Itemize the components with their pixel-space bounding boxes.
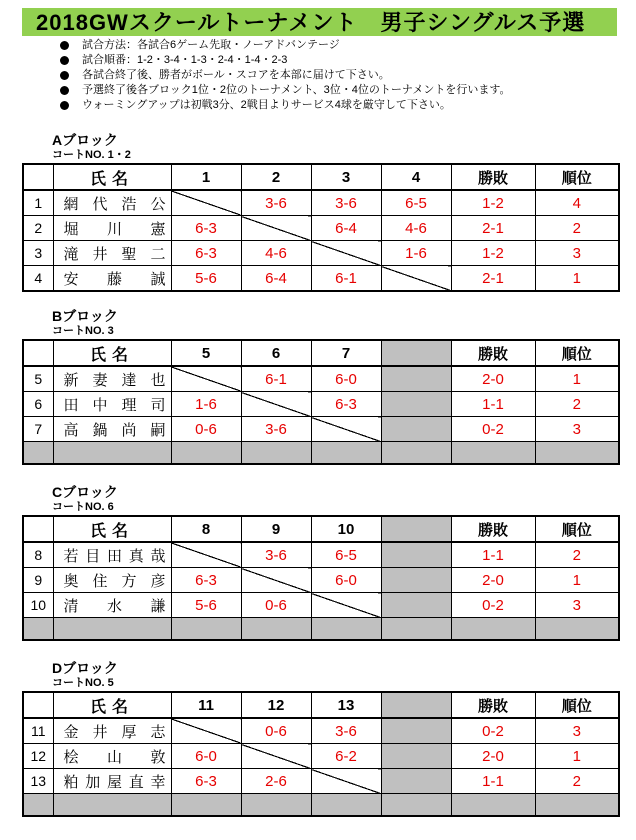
rank-cell: 3 xyxy=(535,593,619,618)
header-row xyxy=(23,340,619,366)
header-rank: 順位 xyxy=(535,340,619,366)
header-win-loss: 勝敗 xyxy=(451,516,535,542)
score-cell: 6-4 xyxy=(241,266,311,292)
player-number: 2 xyxy=(23,216,53,241)
empty-cell xyxy=(381,593,451,618)
score-cell: 4-6 xyxy=(241,241,311,266)
filler-cell xyxy=(311,794,381,817)
header-win-loss: 勝敗 xyxy=(451,692,535,718)
player-number: 1 xyxy=(23,190,53,216)
player-name: 高鍋尚嗣 xyxy=(53,417,171,442)
player-name: 清水謙 xyxy=(53,593,171,618)
filler-row xyxy=(23,442,619,465)
header-opponent: 3 xyxy=(311,164,381,190)
player-number: 4 xyxy=(23,266,53,292)
player-number: 10 xyxy=(23,593,53,618)
filler-row xyxy=(23,794,619,817)
self-match-cell xyxy=(311,769,381,794)
filler-cell xyxy=(23,618,53,641)
header-no-cell xyxy=(23,692,53,718)
win-loss-cell: 2-1 xyxy=(451,216,535,241)
rule-item: ウォーミングアップは初戦3分、2戦目よりサービス4球を厳守して下さい。 xyxy=(58,98,511,113)
score-cell: 6-0 xyxy=(171,744,241,769)
win-loss-cell: 1-2 xyxy=(451,241,535,266)
player-number: 5 xyxy=(23,366,53,392)
player-number: 8 xyxy=(23,542,53,568)
empty-cell xyxy=(381,568,451,593)
player-name: 網代浩公 xyxy=(53,190,171,216)
rank-cell: 1 xyxy=(535,744,619,769)
header-opponent: 7 xyxy=(311,340,381,366)
player-name: 金井厚志 xyxy=(53,718,171,744)
player-name: 粕加屋直幸 xyxy=(53,769,171,794)
header-opponent: 11 xyxy=(171,692,241,718)
rank-cell: 1 xyxy=(535,568,619,593)
header-no-cell xyxy=(23,516,53,542)
score-cell: 5-6 xyxy=(171,593,241,618)
table-row xyxy=(23,417,619,442)
header-opponent: 5 xyxy=(171,340,241,366)
self-match-cell xyxy=(241,392,311,417)
rule-item: 試合順番：1-2・3-4・1-3・2-4・1-4・2-3 xyxy=(58,53,511,68)
header-name: 氏名 xyxy=(53,164,171,190)
filler-cell xyxy=(171,794,241,817)
filler-cell xyxy=(311,618,381,641)
self-match-cell xyxy=(311,417,381,442)
header-win-loss: 勝敗 xyxy=(451,340,535,366)
empty-cell xyxy=(381,417,451,442)
score-cell: 3-6 xyxy=(241,417,311,442)
header-row xyxy=(23,164,619,190)
header-row xyxy=(23,516,619,542)
filler-cell xyxy=(23,442,53,465)
filler-cell xyxy=(23,794,53,817)
filler-cell xyxy=(381,618,451,641)
rule-item: 試合方法：各試合6ゲーム先取・ノーアドバンテージ xyxy=(58,38,511,53)
score-cell: 6-2 xyxy=(311,744,381,769)
table-row xyxy=(23,568,619,593)
filler-cell xyxy=(311,442,381,465)
win-loss-cell: 0-2 xyxy=(451,718,535,744)
player-number: 9 xyxy=(23,568,53,593)
header-empty-cell xyxy=(381,516,451,542)
score-cell: 6-3 xyxy=(171,241,241,266)
win-loss-cell: 0-2 xyxy=(451,593,535,618)
rank-cell: 2 xyxy=(535,769,619,794)
header-opponent: 8 xyxy=(171,516,241,542)
score-cell: 1-6 xyxy=(381,241,451,266)
player-number: 3 xyxy=(23,241,53,266)
score-cell: 6-1 xyxy=(241,366,311,392)
block-table xyxy=(22,691,620,817)
score-cell: 6-3 xyxy=(171,769,241,794)
filler-cell xyxy=(53,442,171,465)
score-cell: 3-6 xyxy=(241,542,311,568)
rules-list xyxy=(58,38,511,113)
table-row xyxy=(23,241,619,266)
score-cell: 6-1 xyxy=(311,266,381,292)
filler-cell xyxy=(451,442,535,465)
filler-cell xyxy=(241,618,311,641)
header-rank: 順位 xyxy=(535,516,619,542)
score-cell: 2-6 xyxy=(241,769,311,794)
block-table xyxy=(22,339,620,465)
win-loss-cell: 2-1 xyxy=(451,266,535,292)
win-loss-cell: 1-1 xyxy=(451,392,535,417)
header-rank: 順位 xyxy=(535,164,619,190)
rule-item: 各試合終了後、勝者がボール・スコアを本部に届けて下さい。 xyxy=(58,68,511,83)
table-row xyxy=(23,718,619,744)
filler-cell xyxy=(53,618,171,641)
score-cell: 6-5 xyxy=(311,542,381,568)
score-cell: 6-0 xyxy=(311,568,381,593)
player-name: 安藤誠 xyxy=(53,266,171,292)
player-number: 11 xyxy=(23,718,53,744)
header-name: 氏名 xyxy=(53,340,171,366)
score-cell: 6-0 xyxy=(311,366,381,392)
score-cell: 0-6 xyxy=(241,593,311,618)
score-cell: 6-3 xyxy=(311,392,381,417)
rank-cell: 4 xyxy=(535,190,619,216)
score-cell: 1-6 xyxy=(171,392,241,417)
court-label: コートNO. 1・2 xyxy=(52,149,131,161)
filler-cell xyxy=(171,442,241,465)
rank-cell: 2 xyxy=(535,216,619,241)
self-match-cell xyxy=(311,241,381,266)
self-match-cell xyxy=(171,718,241,744)
header-no-cell xyxy=(23,340,53,366)
court-label: コートNO. 5 xyxy=(52,677,114,689)
win-loss-cell: 2-0 xyxy=(451,568,535,593)
table-row xyxy=(23,190,619,216)
filler-cell xyxy=(535,442,619,465)
self-match-cell xyxy=(171,190,241,216)
block-table xyxy=(22,163,620,292)
score-cell: 3-6 xyxy=(241,190,311,216)
table-row xyxy=(23,593,619,618)
win-loss-cell: 1-2 xyxy=(451,190,535,216)
header-empty-cell xyxy=(381,692,451,718)
player-number: 7 xyxy=(23,417,53,442)
block-table xyxy=(22,515,620,641)
block-title: Aブロック xyxy=(52,132,118,148)
rank-cell: 2 xyxy=(535,392,619,417)
table-row xyxy=(23,266,619,292)
player-number: 12 xyxy=(23,744,53,769)
rank-cell: 2 xyxy=(535,542,619,568)
win-loss-cell: 1-1 xyxy=(451,769,535,794)
header-name: 氏名 xyxy=(53,516,171,542)
empty-cell xyxy=(381,392,451,417)
score-cell: 3-6 xyxy=(311,718,381,744)
rank-cell: 3 xyxy=(535,241,619,266)
filler-cell xyxy=(241,442,311,465)
table-row xyxy=(23,542,619,568)
player-number: 6 xyxy=(23,392,53,417)
header-opponent: 4 xyxy=(381,164,451,190)
score-cell: 4-6 xyxy=(381,216,451,241)
empty-cell xyxy=(381,718,451,744)
header-empty-cell xyxy=(381,340,451,366)
empty-cell xyxy=(381,542,451,568)
header-opponent: 6 xyxy=(241,340,311,366)
table-row xyxy=(23,744,619,769)
self-match-cell xyxy=(171,542,241,568)
win-loss-cell: 2-0 xyxy=(451,744,535,769)
filler-cell xyxy=(381,442,451,465)
player-name: 新妻達也 xyxy=(53,366,171,392)
block-title: Bブロック xyxy=(52,308,118,324)
score-cell: 6-3 xyxy=(171,568,241,593)
filler-row xyxy=(23,618,619,641)
player-name: 若目田真哉 xyxy=(53,542,171,568)
score-cell: 6-5 xyxy=(381,190,451,216)
score-cell: 3-6 xyxy=(311,190,381,216)
player-name: 滝井聖二 xyxy=(53,241,171,266)
self-match-cell xyxy=(311,593,381,618)
score-cell: 6-3 xyxy=(171,216,241,241)
rank-cell: 3 xyxy=(535,718,619,744)
score-cell: 0-6 xyxy=(241,718,311,744)
table-row xyxy=(23,366,619,392)
player-name: 奥住方彦 xyxy=(53,568,171,593)
self-match-cell xyxy=(241,744,311,769)
header-opponent: 12 xyxy=(241,692,311,718)
filler-cell xyxy=(171,618,241,641)
empty-cell xyxy=(381,744,451,769)
empty-cell xyxy=(381,769,451,794)
page-title: 2018GWスクールトーナメント 男子シングルス予選 xyxy=(36,10,586,35)
filler-cell xyxy=(241,794,311,817)
filler-cell xyxy=(451,794,535,817)
score-cell: 6-4 xyxy=(311,216,381,241)
filler-cell xyxy=(381,794,451,817)
win-loss-cell: 0-2 xyxy=(451,417,535,442)
court-label: コートNO. 6 xyxy=(52,501,114,513)
filler-cell xyxy=(535,618,619,641)
player-name: 堀川憲 xyxy=(53,216,171,241)
block-title: Cブロック xyxy=(52,484,118,500)
header-opponent: 13 xyxy=(311,692,381,718)
player-number: 13 xyxy=(23,769,53,794)
filler-cell xyxy=(535,794,619,817)
header-opponent: 1 xyxy=(171,164,241,190)
rank-cell: 3 xyxy=(535,417,619,442)
filler-cell xyxy=(53,794,171,817)
player-name: 田中理司 xyxy=(53,392,171,417)
filler-cell xyxy=(451,618,535,641)
empty-cell xyxy=(381,366,451,392)
win-loss-cell: 1-1 xyxy=(451,542,535,568)
header-rank: 順位 xyxy=(535,692,619,718)
win-loss-cell: 2-0 xyxy=(451,366,535,392)
table-row xyxy=(23,392,619,417)
header-row xyxy=(23,692,619,718)
header-name: 氏名 xyxy=(53,692,171,718)
header-opponent: 2 xyxy=(241,164,311,190)
rank-cell: 1 xyxy=(535,366,619,392)
self-match-cell xyxy=(171,366,241,392)
header-opponent: 9 xyxy=(241,516,311,542)
table-row xyxy=(23,769,619,794)
score-cell: 0-6 xyxy=(171,417,241,442)
score-cell: 5-6 xyxy=(171,266,241,292)
player-name: 桧山敦 xyxy=(53,744,171,769)
rule-item: 予選終了後各ブロック1位・2位のトーナメント、3位・4位のトーナメントを行います。 xyxy=(58,83,511,98)
rank-cell: 1 xyxy=(535,266,619,292)
court-label: コートNO. 3 xyxy=(52,325,114,337)
self-match-cell xyxy=(241,568,311,593)
self-match-cell xyxy=(381,266,451,292)
header-opponent: 10 xyxy=(311,516,381,542)
self-match-cell xyxy=(241,216,311,241)
header-win-loss: 勝敗 xyxy=(451,164,535,190)
header-no-cell xyxy=(23,164,53,190)
block-title: Dブロック xyxy=(52,660,118,676)
table-row xyxy=(23,216,619,241)
